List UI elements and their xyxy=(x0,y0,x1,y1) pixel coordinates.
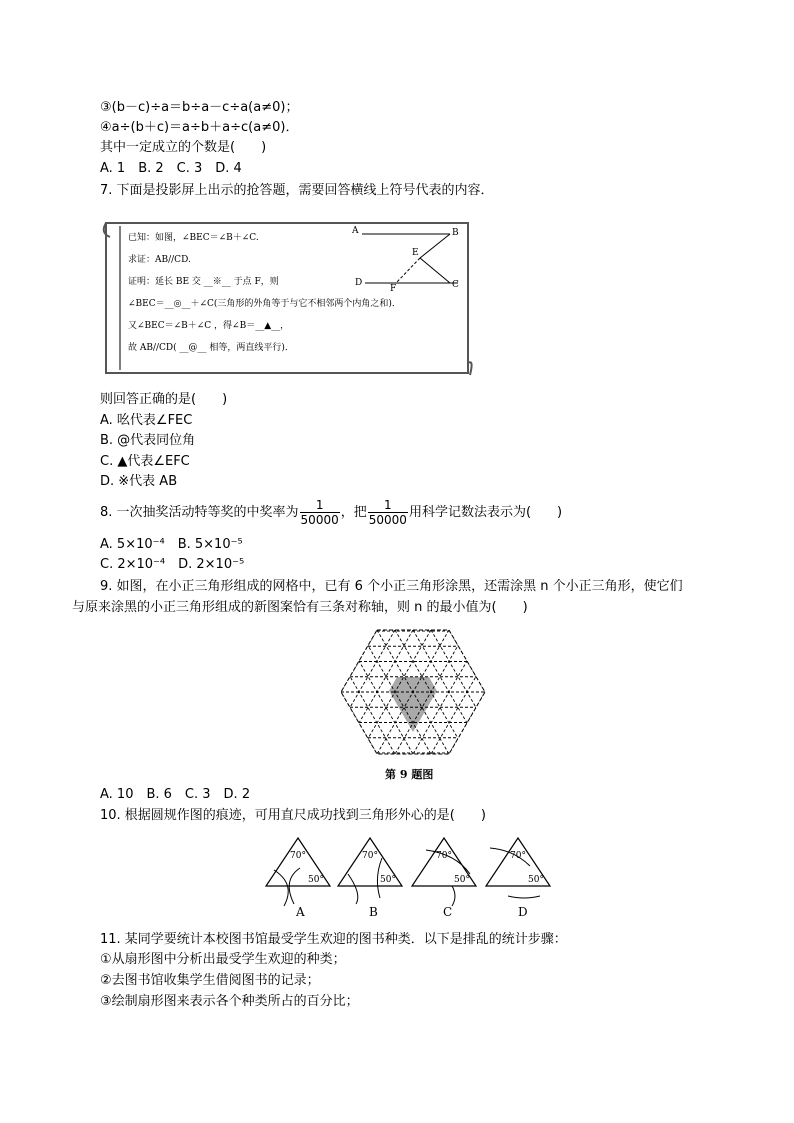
q7-option-d: D. ※代表 AB xyxy=(100,474,178,489)
card-line-2: 求证：AB//CD. xyxy=(128,255,191,265)
q8-fraction-1 xyxy=(300,498,340,527)
compass-arc-marks xyxy=(348,858,382,904)
q8-frac1-den: 50000 xyxy=(300,513,339,527)
card-line-6: 故 AB//CD( __@__ 相等，两直线平行)． xyxy=(128,343,294,353)
angle-label-right: 50° xyxy=(380,875,396,885)
q7-option-b: B. @代表同位角 xyxy=(100,433,196,448)
angle-label-top: 70° xyxy=(436,851,452,861)
q7-option-a: A. 吆代表∠FEC xyxy=(100,413,193,428)
card-line-5: 又∠BEC＝∠B＋∠C ，得∠B＝__▲__， xyxy=(128,321,290,331)
fig-label-d: D xyxy=(355,278,363,288)
q10-label-a: A xyxy=(296,905,305,919)
q11-step-1: ①从扇形图中分析出最受学生欢迎的种类； xyxy=(100,952,346,967)
compass-triangle-d xyxy=(486,838,550,898)
fig-label-c: C xyxy=(452,280,459,290)
q8-middle: ，把 xyxy=(340,505,367,520)
q10-label-c: C xyxy=(443,905,453,919)
q7-projection-card xyxy=(100,218,474,378)
q8-frac1-num: 1 xyxy=(300,498,340,513)
q8-suffix: 用科学记数法表示为( ) xyxy=(408,505,563,520)
q8-options-row-1: A. 5×10⁻⁴ B. 5×10⁻⁵ xyxy=(100,537,243,552)
angle-label-top: 70° xyxy=(362,851,378,861)
q8-options-row-2: C. 2×10⁻⁴ D. 2×10⁻⁵ xyxy=(100,557,245,572)
q6-item-3: ③(b－c)÷a＝b÷a－c÷a(a≠0)； xyxy=(100,100,299,115)
q8-fraction-2 xyxy=(368,498,408,527)
q9-caption: 第 9 题图 xyxy=(385,768,434,781)
q10-label-d: D xyxy=(518,905,528,919)
angle-label-top: 70° xyxy=(510,851,526,861)
q8-frac2-num: 1 xyxy=(368,498,408,513)
q9-triangle-grid-figure xyxy=(338,618,488,766)
q9-line-2: 与原来涂黑的小正三角形组成的新图案恰有三条对称轴，则 n 的最小值为( ) xyxy=(72,600,528,615)
q8-prefix: 8. 一次抽奖活动特等奖的中奖率为 xyxy=(100,505,299,520)
fig-label-b: B xyxy=(452,228,459,238)
q11-stem: 11. 某同学要统计本校图书馆最受学生欢迎的图书种类．以下是排乱的统计步骤： xyxy=(100,932,567,947)
q10-compass-figures xyxy=(262,830,562,925)
q10-stem: 10. 根据圆规作图的痕迹，可用直尺成功找到三角形外心的是( ) xyxy=(100,808,486,823)
q8-frac2-den: 50000 xyxy=(368,513,407,527)
q11-step-3: ③绘制扇形图来表示各个种类所占的百分比； xyxy=(100,994,359,1009)
q8-stem xyxy=(100,496,562,530)
compass-triangle-c xyxy=(412,838,476,906)
angle-label-top: 70° xyxy=(290,851,306,861)
q9-options: A. 10 B. 6 C. 3 D. 2 xyxy=(100,787,251,802)
compass-triangle-b xyxy=(338,838,402,904)
angle-label-right: 50° xyxy=(454,875,470,885)
q7-question: 则回答正确的是( ) xyxy=(100,392,228,407)
q7-option-c: C. ▲代表∠EFC xyxy=(100,454,190,469)
q6-question: 其中一定成立的个数是( ) xyxy=(100,140,267,155)
angle-label-right: 50° xyxy=(528,875,544,885)
angle-label-right: 50° xyxy=(308,875,324,885)
q11-step-2: ②去图书馆收集学生借阅图书的记录； xyxy=(100,973,320,988)
q6-item-4: ④a÷(b＋c)＝a÷b＋a÷c(a≠0)． xyxy=(100,120,299,135)
compass-arc-marks xyxy=(274,868,300,906)
fig-label-f: F xyxy=(390,284,397,294)
compass-triangle-a xyxy=(266,838,330,906)
fig-label-a: A xyxy=(352,226,359,236)
fig-label-e: E xyxy=(412,248,419,258)
q10-label-b: B xyxy=(369,905,378,919)
card-line-3: 证明：延长 BE 交 __※__ 于点 F，则 xyxy=(128,277,279,287)
card-line-4: ∠BEC＝__◎__＋∠C(三角形的外角等于与它不相邻两个内角之和)． xyxy=(128,299,401,309)
q9-line-1: 9. 如图，在小正三角形组成的网格中，已有 6 个小正三角形涂黑，还需涂黑 n 个小正三角形，使它们 xyxy=(100,579,683,594)
q6-options: A. 1 B. 2 C. 3 D. 4 xyxy=(100,161,242,176)
card-line-1: 已知：如图，∠BEC＝∠B＋∠C. xyxy=(128,233,259,243)
q7-stem: 7. 下面是投影屏上出示的抢答题，需要回答横线上符号代表的内容． xyxy=(100,183,494,198)
